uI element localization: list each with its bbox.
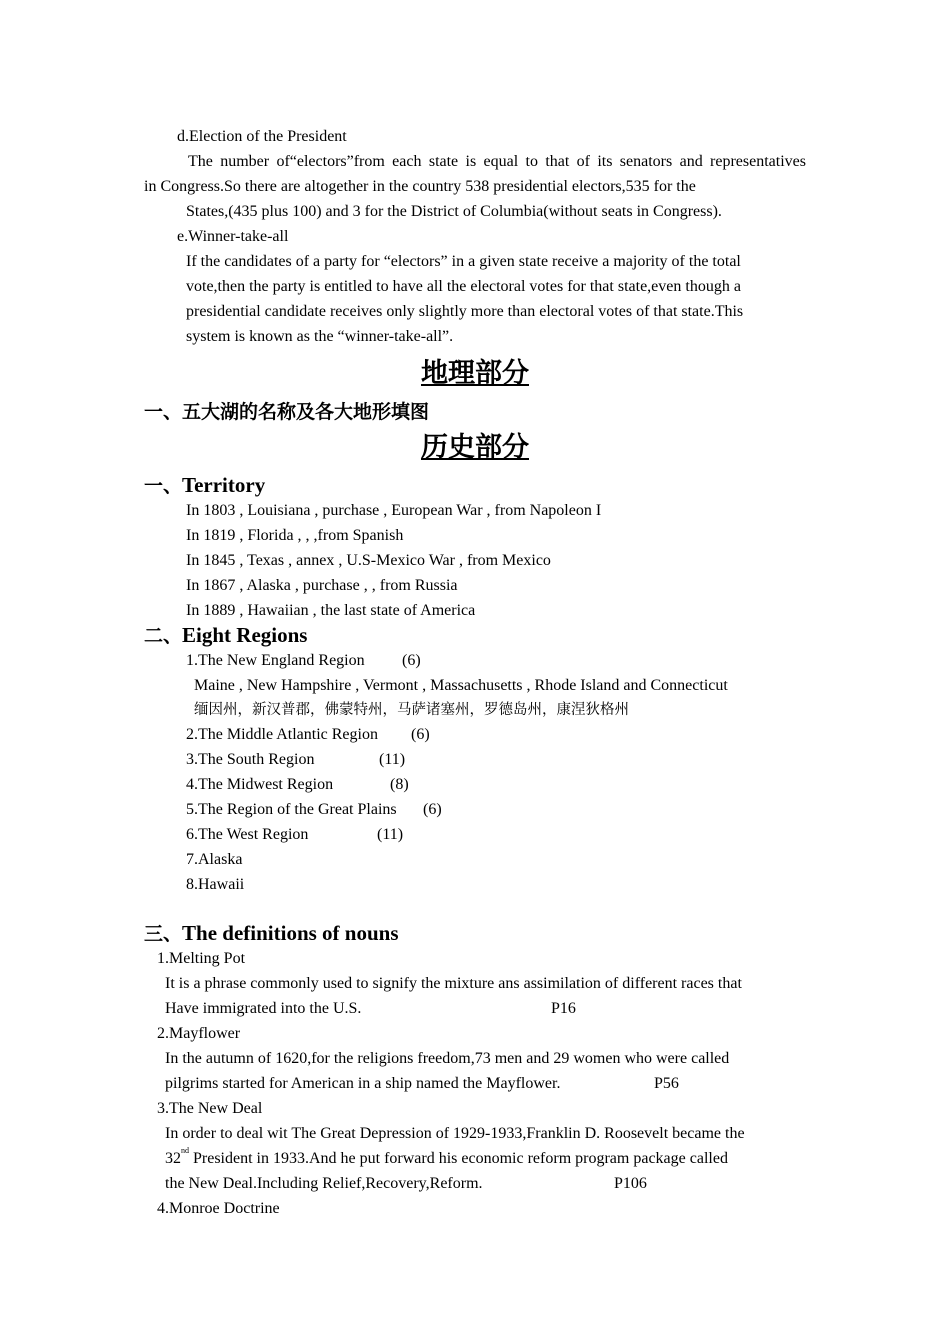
region-item: 8.Hawaii — [186, 876, 245, 893]
territory-line: In 1803 , Louisiana , purchase , European War , from Napoleon I — [186, 502, 602, 519]
territory-line: In 1819 , Florida , , ,from Spanish — [186, 527, 404, 544]
definition-line: pilgrims started for American in a ship named the Mayflower. — [165, 1075, 561, 1092]
region-states-en: Maine , New Hampshire , Vermont , Massachusetts , Rhode Island and Connecticut — [194, 677, 728, 694]
region-count: (6) — [411, 726, 430, 743]
territory-line: In 1867 , Alaska , purchase , , from Russia — [186, 577, 458, 594]
region-item: 6.The West Region — [186, 826, 309, 843]
regions-heading — [144, 620, 307, 651]
winner-paragraph-line: presidential candidate receives only slightly more than electoral votes of that state.This — [186, 303, 744, 320]
ordinal-suffix: nd — [181, 1146, 189, 1155]
region-count: (11) — [379, 751, 406, 768]
definition-line: In the autumn of 1620,for the religions freedom,73 men and 29 women who were called — [165, 1050, 730, 1067]
territory-heading — [144, 470, 265, 501]
territory-line: In 1889 , Hawaiian , the last state of America — [186, 602, 476, 619]
election-heading: d.Election of the President — [177, 128, 347, 145]
geography-title: 地理部分 — [421, 358, 529, 389]
region-count: (8) — [390, 776, 409, 793]
region-item: 2.The Middle Atlantic Region — [186, 726, 378, 743]
territory-heading-text: Territory — [182, 473, 266, 497]
geography-item-1-text: 一、五大湖的名称及各大地形填图 — [144, 401, 430, 423]
election-paragraph-line: The number of“electors”from each state is equal to that of its senators and representatives — [188, 153, 806, 170]
definition-line: It is a phrase commonly used to signify the mixture ans assimilation of different races that — [165, 975, 742, 992]
region-item: 5.The Region of the Great Plains — [186, 801, 397, 818]
regions-heading-text: Eight Regions — [182, 623, 308, 647]
definition-page-ref: P16 — [551, 1000, 576, 1017]
territory-prefix: 一、 — [144, 475, 183, 497]
region-item: 4.The Midwest Region — [186, 776, 334, 793]
definitions-heading-text: The definitions of nouns — [182, 921, 399, 945]
definitions-heading — [144, 918, 399, 949]
definition-line: Have immigrated into the U.S. — [165, 1000, 362, 1017]
definition-title: 1.Melting Pot — [157, 950, 246, 967]
history-title: 历史部分 — [421, 432, 529, 463]
region-count: (6) — [402, 652, 421, 669]
definition-title: 3.The New Deal — [157, 1100, 263, 1117]
definition-line — [165, 1146, 728, 1171]
definition-line: the New Deal.Including Relief,Recovery,Reform. — [165, 1175, 483, 1192]
winner-paragraph-line: system is known as the “winner-take-all”. — [186, 328, 454, 345]
winner-paragraph-line: vote,then the party is entitled to have all the electoral votes for that state,even though a — [186, 278, 741, 295]
election-paragraph-line: States,(435 plus 100) and 3 for the District of Columbia(without seats in Congress). — [186, 203, 722, 220]
region-item: 3.The South Region — [186, 751, 315, 768]
region-count: (11) — [377, 826, 404, 843]
region-item: 7.Alaska — [186, 851, 243, 868]
definitions-prefix: 三、 — [144, 923, 183, 945]
ordinal-number: 32 — [165, 1150, 181, 1167]
region-item: 1.The New England Region — [186, 652, 365, 669]
definition-title: 4.Monroe Doctrine — [157, 1200, 280, 1217]
definition-page-ref: P56 — [654, 1075, 679, 1092]
geography-item-1 — [144, 396, 429, 427]
definition-line-rest: President in 1933.And he put forward his economic reform program package called — [189, 1150, 728, 1167]
election-paragraph-line: in Congress.So there are altogether in the country 538 presidential electors,535 for the — [144, 178, 696, 195]
regions-prefix: 二、 — [144, 625, 183, 647]
winner-take-all-heading: e.Winner-take-all — [177, 228, 289, 245]
definition-line: In order to deal wit The Great Depression of 1929-1933,Franklin D. Roosevelt became the — [165, 1125, 745, 1142]
winner-paragraph-line: If the candidates of a party for “electors” in a given state receive a majority of the total — [186, 253, 741, 270]
region-states-cn: 缅因州，新汉普郡，佛蒙特州，马萨诸塞州，罗德岛州，康涅狄格州 — [194, 702, 629, 718]
territory-line: In 1845 , Texas , annex , U.S-Mexico War , from Mexico — [186, 552, 551, 569]
region-count: (6) — [423, 801, 442, 818]
definition-page-ref: P106 — [614, 1175, 647, 1192]
definition-title: 2.Mayflower — [157, 1025, 241, 1042]
